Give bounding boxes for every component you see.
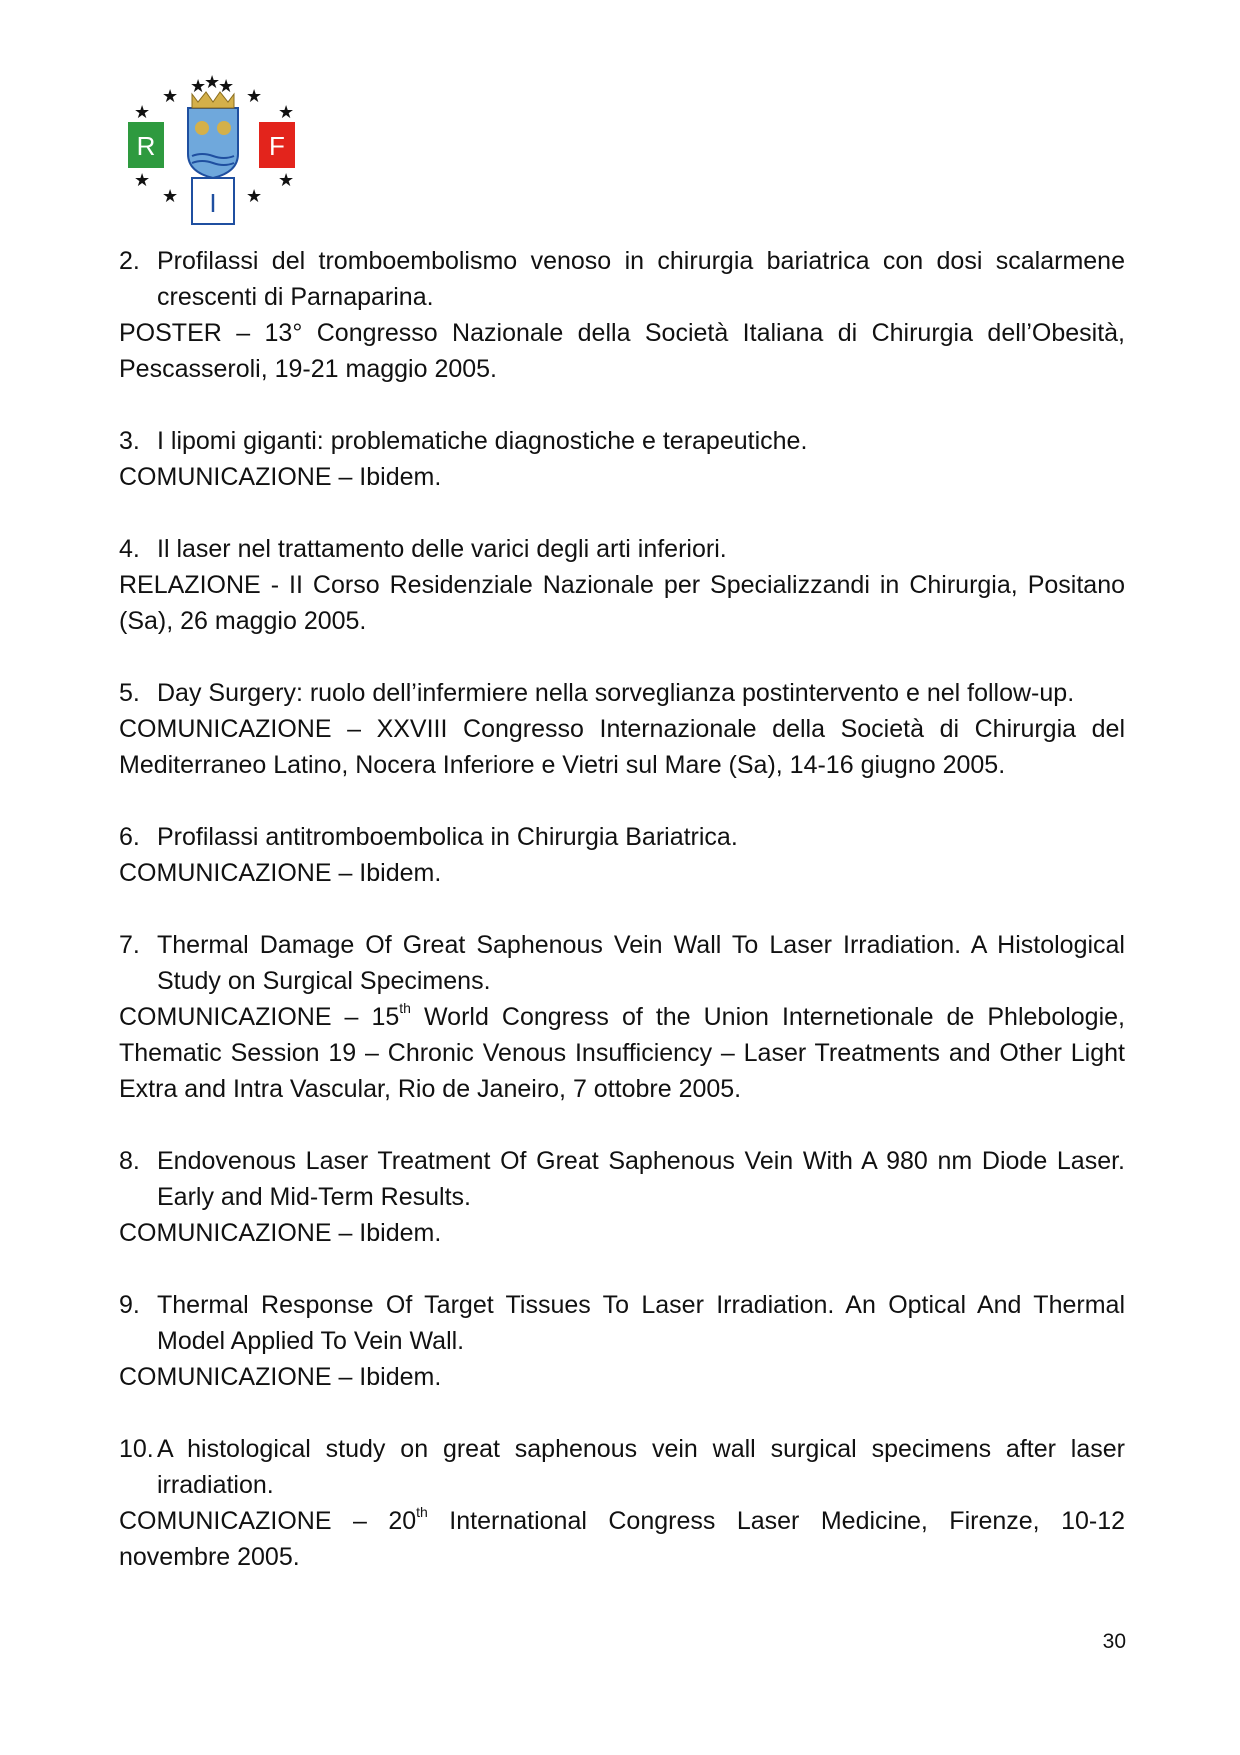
- item-number: 5.: [119, 679, 140, 707]
- svg-text:★: ★: [278, 102, 295, 123]
- svg-text:★: ★: [218, 76, 235, 97]
- item-venue: COMUNICAZIONE – 20th International Congress Laser Medicine, Firenze, 10-12 novembre 2005.: [119, 1503, 1126, 1571]
- item-title: Thermal Damage Of Great Saphenous Vein Wall To Laser Irradiation. A Histological Study on Surgical Specimens.: [157, 931, 1125, 995]
- item-venue: RELAZIONE - II Corso Residenziale Nazionale per Specializzandi in Chirurgia, Positano (Sa), 26 maggio 2005.: [119, 571, 1125, 635]
- item-venue: COMUNICAZIONE – Ibidem.: [119, 1219, 442, 1247]
- item-number: 2.: [119, 247, 140, 275]
- logo-coat-of-arms: [188, 92, 238, 178]
- item-venue: COMUNICAZIONE – 15th World Congress of the Union Internetionale de Phlebologie, Thematic Session 19 – Chronic Venous Insufficiency – Laser Treatments and Other Light Extra and Intra Vascular, Rio de Janeiro, 7 ottobre 2005.: [119, 999, 1125, 1103]
- list-item: [119, 819, 1125, 891]
- list-item: [119, 675, 1125, 783]
- item-number: 8.: [119, 1147, 140, 1175]
- logo-letter-i: I: [209, 188, 217, 218]
- list-item: [119, 1431, 1125, 1575]
- item-title: Day Surgery: ruolo dell’infermiere nella sorveglianza postintervento e nel follow-up.: [157, 679, 1075, 707]
- item-title: Thermal Response Of Target Tissues To Laser Irradiation. An Optical And Thermal Model Applied To Vein Wall.: [157, 1291, 1125, 1355]
- item-venue: POSTER – 13° Congresso Nazionale della Società Italiana di Chirurgia dell’Obesità, Pescasseroli, 19-21 maggio 2005.: [119, 319, 1125, 383]
- item-number: 4.: [119, 535, 140, 563]
- svg-text:★: ★: [162, 86, 179, 107]
- list-item: [119, 531, 1125, 639]
- svg-text:★: ★: [162, 186, 179, 207]
- item-title: Endovenous Laser Treatment Of Great Saphenous Vein With A 980 nm Diode Laser. Early and Mid-Term Results.: [157, 1147, 1125, 1211]
- item-title: Profilassi del tromboembolismo venoso in chirurgia bariatrica con dosi scalarmene crescenti di Parnaparina.: [157, 247, 1125, 311]
- item-title: A histological study on great saphenous vein wall surgical specimens after laser irradiation.: [157, 1435, 1125, 1499]
- svg-text:★: ★: [190, 76, 207, 97]
- item-number: 9.: [119, 1291, 140, 1319]
- item-venue: COMUNICAZIONE – XXVIII Congresso Internazionale della Società di Chirurgia del Mediterraneo Latino, Nocera Inferiore e Vietri sul Mare (Sa), 14-16 giugno 2005.: [119, 715, 1125, 779]
- item-venue: COMUNICAZIONE – Ibidem.: [119, 859, 442, 887]
- item-title: Profilassi antitromboembolica in Chirurgia Bariatrica.: [157, 823, 738, 851]
- svg-text:★: ★: [246, 86, 263, 107]
- svg-text:★: ★: [278, 170, 295, 191]
- svg-text:★: ★: [134, 170, 151, 191]
- item-number: 3.: [119, 427, 140, 455]
- item-title: I lipomi giganti: problematiche diagnostiche e terapeutiche.: [157, 427, 808, 455]
- svg-text:★: ★: [246, 186, 263, 207]
- rfi-logo: [118, 72, 314, 232]
- item-venue: COMUNICAZIONE – Ibidem.: [119, 463, 442, 491]
- list-item: [119, 927, 1125, 1107]
- svg-text:★: ★: [204, 72, 221, 93]
- svg-text:★: ★: [134, 102, 151, 123]
- list-item: [119, 423, 1125, 495]
- logo-letter-r: R: [136, 131, 156, 161]
- list-item: [119, 243, 1125, 387]
- publication-list: [119, 243, 1125, 1611]
- page-number: 30: [1102, 1630, 1126, 1653]
- item-number: 10.: [119, 1435, 154, 1463]
- list-item: [119, 1143, 1125, 1251]
- list-item: [119, 1287, 1125, 1395]
- item-number: 6.: [119, 823, 140, 851]
- logo-letter-f: F: [269, 131, 285, 161]
- item-number: 7.: [119, 931, 140, 959]
- item-title: Il laser nel trattamento delle varici degli arti inferiori.: [157, 535, 727, 563]
- item-venue: COMUNICAZIONE – Ibidem.: [119, 1363, 442, 1391]
